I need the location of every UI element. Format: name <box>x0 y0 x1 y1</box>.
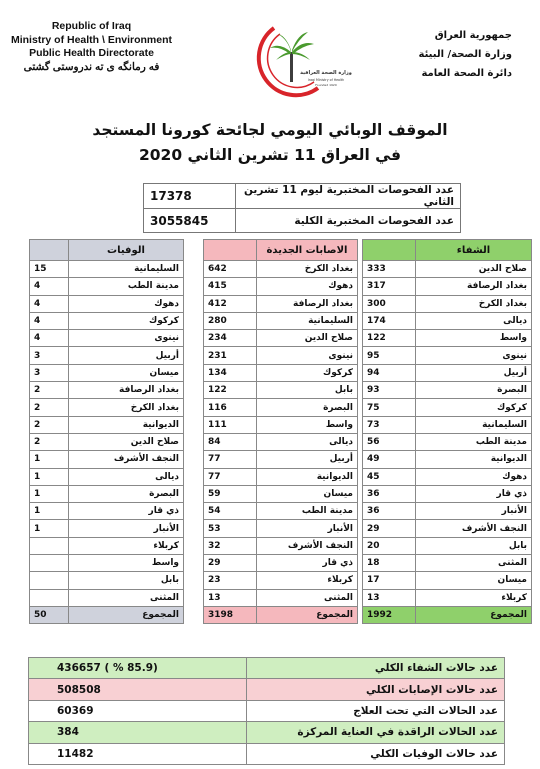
recovered-value: 36 <box>363 503 416 520</box>
new-cases-value: 54 <box>204 503 257 520</box>
deaths-row <box>30 520 184 537</box>
new-cases-value: 234 <box>204 330 257 347</box>
deaths-value: 15 <box>30 261 69 278</box>
deaths-row <box>30 468 184 485</box>
summary-row <box>29 743 505 764</box>
deaths-value <box>30 572 69 589</box>
new-cases-row <box>204 589 358 606</box>
header-ar-line: دائرة الصحة العامة <box>421 68 512 79</box>
new-cases-governorate: دهوك <box>257 278 358 295</box>
recovered-governorate: مدينة الطب <box>416 433 532 450</box>
deaths-value: 1 <box>30 468 69 485</box>
lab-tests-row <box>144 184 461 209</box>
deaths-governorate: البصرة <box>69 485 184 502</box>
deaths-row <box>30 330 184 347</box>
deaths-row <box>30 399 184 416</box>
deaths-governorate: دهوك <box>69 295 184 312</box>
lab-tests-label: عدد الفحوصات المختبرية ليوم 11 تشرين الثاني <box>236 184 461 209</box>
recovered-value: 174 <box>363 312 416 329</box>
deaths-row <box>30 278 184 295</box>
summary-value: 436657 ( % 85.9) <box>29 658 247 679</box>
new-cases-total-label: المجموع <box>257 606 358 623</box>
new-cases-value: 280 <box>204 312 257 329</box>
header-en-line: فه رمانگه ی ته ندروستی گشتی <box>23 60 160 73</box>
deaths-governorate: السليمانية <box>69 261 184 278</box>
new-cases-governorate: بابل <box>257 382 358 399</box>
new-cases-value: 32 <box>204 537 257 554</box>
deaths-value: 2 <box>30 416 69 433</box>
new-cases-value: 84 <box>204 433 257 450</box>
recovered-value: 13 <box>363 589 416 606</box>
deaths-governorate: بغداد الرصافة <box>69 382 184 399</box>
summary-label: عدد حالات الشفاء الكلي <box>247 658 505 679</box>
new-cases-governorate: كربلاء <box>257 572 358 589</box>
deaths-total-value: 50 <box>30 606 69 623</box>
deaths-value: 2 <box>30 433 69 450</box>
new-cases-row <box>204 503 358 520</box>
new-cases-governorate: نينوى <box>257 347 358 364</box>
recovered-governorate: ميسان <box>416 572 532 589</box>
deaths-governorate: المثنى <box>69 589 184 606</box>
deaths-value: 1 <box>30 503 69 520</box>
deaths-governorate: صلاح الدين <box>69 433 184 450</box>
recovered-total-label: المجموع <box>416 606 532 623</box>
new-cases-table <box>203 239 358 624</box>
recovered-governorate: صلاح الدين <box>416 261 532 278</box>
header-ar-line: وزارة الصحة/ البيئة <box>418 49 512 60</box>
recovered-value: 20 <box>363 537 416 554</box>
new-cases-row <box>204 468 358 485</box>
new-cases-row <box>204 364 358 381</box>
new-cases-value: 231 <box>204 347 257 364</box>
recovered-governorate: النجف الأشرف <box>416 520 532 537</box>
recovered-governorate: واسط <box>416 330 532 347</box>
new-cases-value: 29 <box>204 555 257 572</box>
new-cases-value: 116 <box>204 399 257 416</box>
deaths-total-row <box>30 606 184 623</box>
new-cases-governorate: صلاح الدين <box>257 330 358 347</box>
summary-label: عدد حالات الإصابات الكلي <box>247 679 505 700</box>
lab-tests-row <box>144 209 461 233</box>
summary-row <box>29 722 505 743</box>
summary-row <box>29 700 505 721</box>
deaths-row <box>30 572 184 589</box>
new-cases-row <box>204 347 358 364</box>
deaths-governorate: الأنبار <box>69 520 184 537</box>
lab-tests-value: 3055845 <box>144 209 236 233</box>
new-cases-value: 59 <box>204 485 257 502</box>
new-cases-row <box>204 485 358 502</box>
logo-year-text: Founded 1920 <box>315 83 337 87</box>
new-cases-governorate: بغداد الكرخ <box>257 261 358 278</box>
recovered-table <box>362 239 532 624</box>
deaths-row <box>30 364 184 381</box>
deaths-header: الوفيات <box>69 240 184 261</box>
recovered-value: 93 <box>363 382 416 399</box>
recovered-row <box>363 555 532 572</box>
deaths-governorate: النجف الأشرف <box>69 451 184 468</box>
deaths-value: 4 <box>30 278 69 295</box>
recovered-row <box>363 330 532 347</box>
new-cases-governorate: واسط <box>257 416 358 433</box>
header-en-line: Ministry of Health \ Environment <box>10 33 173 46</box>
deaths-table <box>29 239 184 624</box>
recovered-governorate: المثنى <box>416 555 532 572</box>
summary-table <box>28 657 505 765</box>
recovered-value: 95 <box>363 347 416 364</box>
deaths-row <box>30 416 184 433</box>
title-line-1: الموقف الوبائي اليومي لجائحة كورونا المستجد <box>92 121 448 139</box>
new-cases-row <box>204 295 358 312</box>
recovered-header: الشفاء <box>416 240 532 261</box>
recovered-value: 94 <box>363 364 416 381</box>
new-cases-value: 77 <box>204 451 257 468</box>
new-cases-governorate: أربيل <box>257 451 358 468</box>
new-cases-row <box>204 451 358 468</box>
deaths-value: 4 <box>30 330 69 347</box>
recovered-governorate: الأنبار <box>416 503 532 520</box>
new-cases-governorate: الأنبار <box>257 520 358 537</box>
recovered-value: 45 <box>363 468 416 485</box>
deaths-governorate: مدينة الطب <box>69 278 184 295</box>
deaths-governorate: نينوى <box>69 330 184 347</box>
recovered-governorate: بابل <box>416 537 532 554</box>
new-cases-row <box>204 572 358 589</box>
logo-arabic-text: وزارة الصحة العراقية <box>300 70 352 76</box>
recovered-value: 73 <box>363 416 416 433</box>
new-cases-header: الاصابات الجديدة <box>257 240 358 261</box>
deaths-value: 1 <box>30 451 69 468</box>
deaths-governorate: الديوانية <box>69 416 184 433</box>
deaths-governorate: أربيل <box>69 347 184 364</box>
new-cases-row <box>204 261 358 278</box>
deaths-row <box>30 555 184 572</box>
deaths-value <box>30 537 69 554</box>
summary-row <box>29 658 505 679</box>
deaths-value <box>30 589 69 606</box>
new-cases-value: 642 <box>204 261 257 278</box>
deaths-value: 2 <box>30 399 69 416</box>
summary-value: 508508 <box>29 679 247 700</box>
summary-label: عدد الحالات التي تحت العلاج <box>247 700 505 721</box>
deaths-row <box>30 312 184 329</box>
new-cases-governorate: النجف الأشرف <box>257 537 358 554</box>
lab-tests-value: 17378 <box>144 184 236 209</box>
new-cases-row <box>204 555 358 572</box>
recovered-row <box>363 485 532 502</box>
new-cases-value: 412 <box>204 295 257 312</box>
recovered-row <box>363 399 532 416</box>
recovered-header-row <box>363 240 532 261</box>
deaths-value: 4 <box>30 312 69 329</box>
deaths-row <box>30 451 184 468</box>
new-cases-value: 111 <box>204 416 257 433</box>
new-cases-row <box>204 537 358 554</box>
recovered-value: 49 <box>363 451 416 468</box>
summary-value: 384 <box>29 722 247 743</box>
deaths-governorate: بغداد الكرخ <box>69 399 184 416</box>
new-cases-row <box>204 312 358 329</box>
new-cases-governorate: ديالى <box>257 433 358 450</box>
recovered-governorate: ذي قار <box>416 485 532 502</box>
recovered-governorate: البصرة <box>416 382 532 399</box>
header-arabic <box>419 26 512 83</box>
deaths-header-row <box>30 240 184 261</box>
new-cases-governorate: بغداد الرصافة <box>257 295 358 312</box>
recovered-row <box>363 347 532 364</box>
new-cases-row <box>204 416 358 433</box>
new-cases-row <box>204 382 358 399</box>
new-cases-value: 13 <box>204 589 257 606</box>
recovered-value: 18 <box>363 555 416 572</box>
recovered-row <box>363 433 532 450</box>
new-cases-governorate: ميسان <box>257 485 358 502</box>
lab-tests-table <box>143 183 461 233</box>
recovered-governorate: دهوك <box>416 468 532 485</box>
deaths-row <box>30 433 184 450</box>
new-cases-total-row <box>204 606 358 623</box>
recovered-governorate: كربلاء <box>416 589 532 606</box>
new-cases-row <box>204 520 358 537</box>
new-cases-governorate: مدينة الطب <box>257 503 358 520</box>
deaths-value: 3 <box>30 347 69 364</box>
deaths-value: 1 <box>30 520 69 537</box>
page-title <box>0 118 540 168</box>
header-en-line: Republic of Iraq <box>51 20 132 32</box>
recovered-row <box>363 382 532 399</box>
new-cases-value: 23 <box>204 572 257 589</box>
deaths-value: 1 <box>30 485 69 502</box>
new-cases-governorate: ذي قار <box>257 555 358 572</box>
new-cases-governorate: كركوك <box>257 364 358 381</box>
recovered-total-value: 1992 <box>363 606 416 623</box>
new-cases-value: 134 <box>204 364 257 381</box>
new-cases-row <box>204 399 358 416</box>
deaths-governorate: كركوك <box>69 312 184 329</box>
new-cases-header-row <box>204 240 358 261</box>
recovered-row <box>363 261 532 278</box>
header-ar-line: جمهورية العراق <box>434 30 512 41</box>
recovered-value: 36 <box>363 485 416 502</box>
deaths-row <box>30 537 184 554</box>
deaths-governorate: واسط <box>69 555 184 572</box>
recovered-row <box>363 468 532 485</box>
deaths-value: 3 <box>30 364 69 381</box>
recovered-governorate: أربيل <box>416 364 532 381</box>
deaths-row <box>30 503 184 520</box>
new-cases-governorate: الديوانية <box>257 468 358 485</box>
recovered-row <box>363 278 532 295</box>
deaths-governorate: ميسان <box>69 364 184 381</box>
deaths-governorate: بابل <box>69 572 184 589</box>
recovered-row <box>363 572 532 589</box>
deaths-row <box>30 295 184 312</box>
recovered-row <box>363 416 532 433</box>
recovered-governorate: الديوانية <box>416 451 532 468</box>
deaths-governorate: ذي قار <box>69 503 184 520</box>
title-line-2: في العراق 11 تشرين الثاني 2020 <box>138 146 402 164</box>
recovered-row <box>363 537 532 554</box>
deaths-value: 2 <box>30 382 69 399</box>
recovered-governorate: السليمانية <box>416 416 532 433</box>
recovered-row <box>363 312 532 329</box>
recovered-value: 29 <box>363 520 416 537</box>
recovered-value: 317 <box>363 278 416 295</box>
recovered-header-spacer <box>363 240 416 261</box>
recovered-value: 122 <box>363 330 416 347</box>
recovered-total-row <box>363 606 532 623</box>
recovered-row <box>363 503 532 520</box>
recovered-row <box>363 295 532 312</box>
new-cases-total-value: 3198 <box>204 606 257 623</box>
logo-english-text: Iraqi Ministry of Health <box>307 78 345 82</box>
new-cases-header-spacer <box>204 240 257 261</box>
recovered-value: 75 <box>363 399 416 416</box>
new-cases-governorate: البصرة <box>257 399 358 416</box>
deaths-governorate: ديالى <box>69 468 184 485</box>
ministry-logo <box>244 22 352 100</box>
recovered-value: 333 <box>363 261 416 278</box>
deaths-row <box>30 485 184 502</box>
summary-value: 60369 <box>29 700 247 721</box>
recovered-value: 300 <box>363 295 416 312</box>
recovered-row <box>363 520 532 537</box>
new-cases-row <box>204 433 358 450</box>
recovered-governorate: كركوك <box>416 399 532 416</box>
deaths-total-label: المجموع <box>69 606 184 623</box>
new-cases-row <box>204 330 358 347</box>
new-cases-value: 53 <box>204 520 257 537</box>
deaths-value <box>30 555 69 572</box>
recovered-value: 17 <box>363 572 416 589</box>
deaths-row <box>30 589 184 606</box>
recovered-row <box>363 451 532 468</box>
recovered-governorate: بغداد الرصافة <box>416 278 532 295</box>
new-cases-value: 415 <box>204 278 257 295</box>
deaths-row <box>30 382 184 399</box>
new-cases-row <box>204 278 358 295</box>
recovered-governorate: نينوى <box>416 347 532 364</box>
new-cases-governorate: المثنى <box>257 589 358 606</box>
recovered-row <box>363 589 532 606</box>
recovered-value: 56 <box>363 433 416 450</box>
deaths-row <box>30 261 184 278</box>
recovered-governorate: ديالى <box>416 312 532 329</box>
summary-row <box>29 679 505 700</box>
recovered-row <box>363 364 532 381</box>
summary-value: 11482 <box>29 743 247 764</box>
new-cases-value: 122 <box>204 382 257 399</box>
deaths-value: 4 <box>30 295 69 312</box>
header-english <box>4 20 179 74</box>
header-en-line: Public Health Directorate <box>29 47 154 59</box>
deaths-row <box>30 347 184 364</box>
deaths-header-spacer <box>30 240 69 261</box>
summary-label: عدد الحالات الراقدة في العناية المركزة <box>247 722 505 743</box>
lab-tests-label: عدد الفحوصات المختبرية الكلية <box>236 209 461 233</box>
recovered-governorate: بغداد الكرخ <box>416 295 532 312</box>
new-cases-value: 77 <box>204 468 257 485</box>
deaths-governorate: كربلاء <box>69 537 184 554</box>
summary-label: عدد حالات الوفيات الكلي <box>247 743 505 764</box>
new-cases-governorate: السليمانية <box>257 312 358 329</box>
